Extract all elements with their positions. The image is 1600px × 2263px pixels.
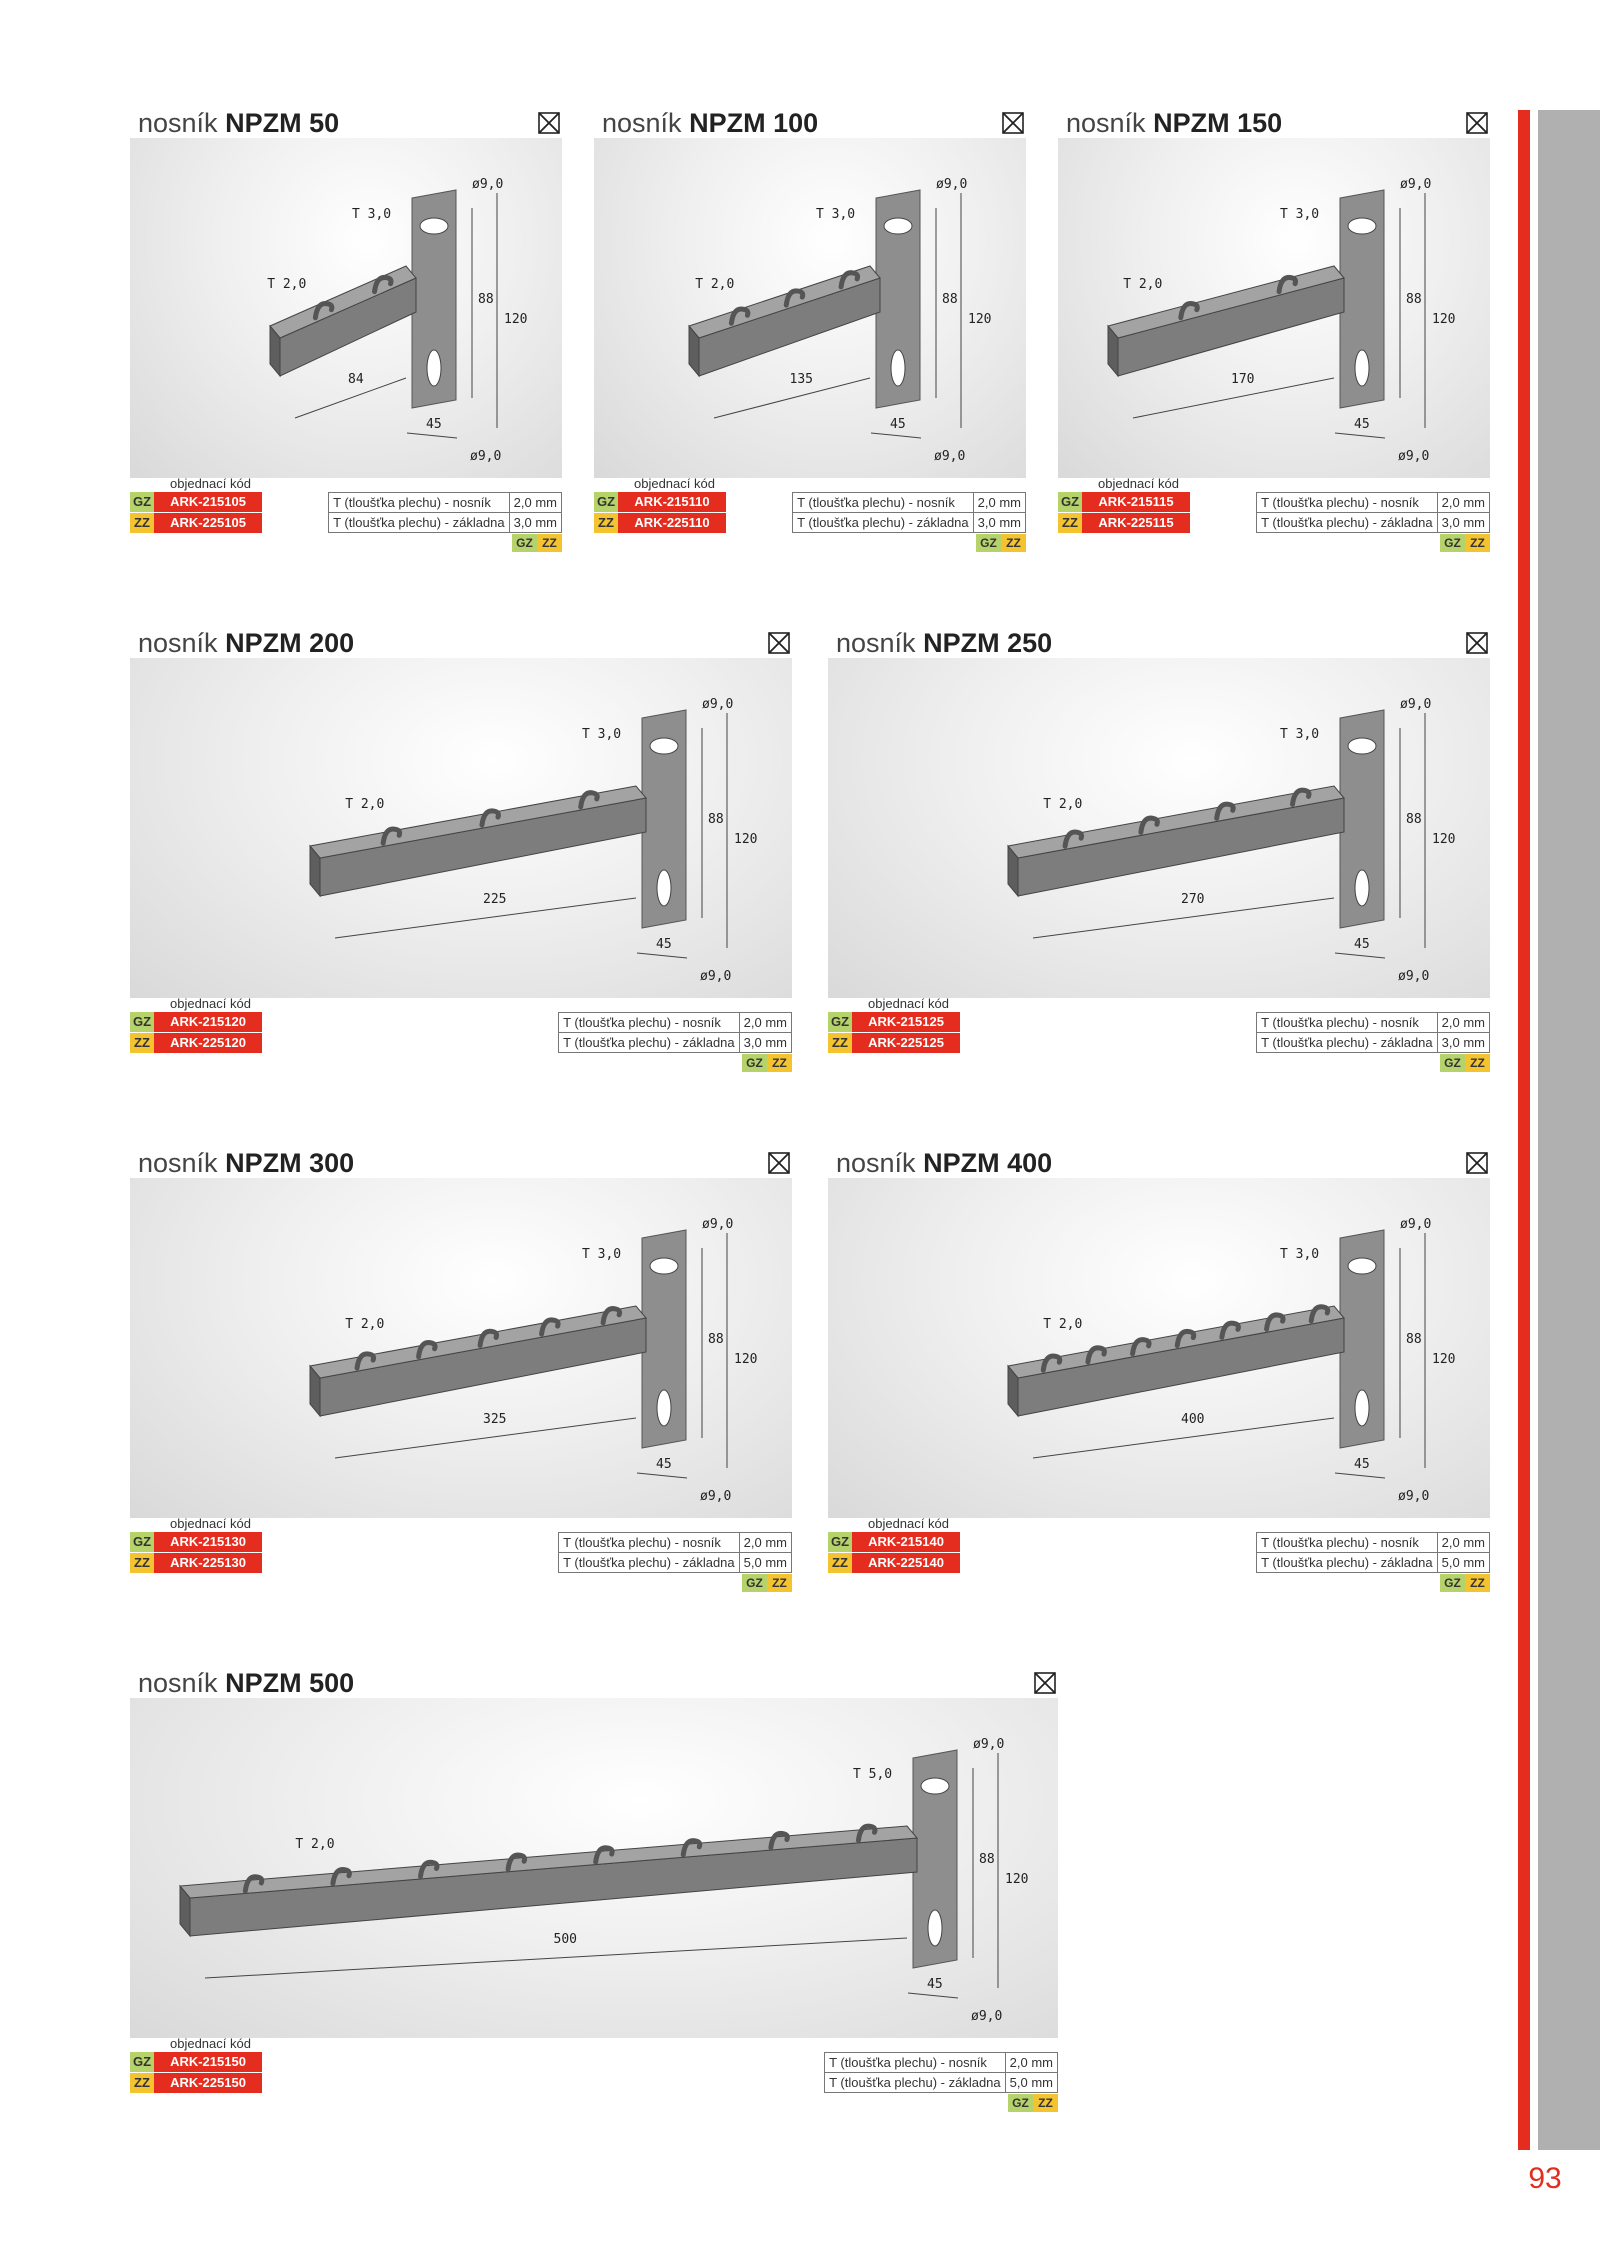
zz-code: ARK-225150 xyxy=(154,2073,262,2093)
dimension-length: 500 xyxy=(553,1932,577,1947)
dimension-t_beam: T 2,0 xyxy=(1123,277,1163,292)
title-prefix: nosník xyxy=(836,1148,916,1178)
product-npzm-0 xyxy=(130,108,562,563)
order-code-label: objednací kód xyxy=(170,1516,251,1531)
dimension-hole: ø9,0 xyxy=(702,1217,734,1232)
product-npzm-4 xyxy=(828,628,1490,1083)
dimension-hole: ø9,0 xyxy=(1400,177,1432,192)
dimension-length: 325 xyxy=(483,1412,507,1427)
table-row xyxy=(1257,1033,1490,1053)
gz-tag: GZ xyxy=(1058,492,1082,512)
zz-badge: ZZ xyxy=(1001,534,1026,552)
product-npzm-2 xyxy=(1058,108,1490,563)
base-thickness-value: 3,0 mm xyxy=(509,513,561,533)
thickness-table xyxy=(792,492,1026,533)
gz-badge: GZ xyxy=(742,1574,767,1592)
beam-thickness-label: T (tloušťka plechu) - nosník xyxy=(559,1533,740,1553)
not-crossable-icon xyxy=(766,630,792,656)
product-drawing xyxy=(828,658,1490,998)
zz-badge: ZZ xyxy=(1465,1054,1490,1072)
gz-code-row xyxy=(130,1012,262,1032)
zz-code: ARK-225140 xyxy=(852,1553,960,1573)
dimension-t_beam: T 2,0 xyxy=(345,1317,385,1332)
finish-badges xyxy=(512,534,562,552)
gz-tag: GZ xyxy=(828,1012,852,1032)
gz-code: ARK-215150 xyxy=(154,2052,262,2072)
not-crossable-icon xyxy=(536,110,562,136)
order-code-label: objednací kód xyxy=(868,996,949,1011)
product-title xyxy=(828,1148,1060,1178)
base-thickness-value: 3,0 mm xyxy=(739,1033,791,1053)
table-row xyxy=(1257,1533,1490,1553)
product-drawing xyxy=(1058,138,1490,478)
gz-code-row xyxy=(828,1012,960,1032)
zz-code-row xyxy=(594,513,726,533)
sidebar-gray-bar xyxy=(1538,110,1600,2150)
thickness-table xyxy=(328,492,562,533)
lower-slot xyxy=(657,870,671,906)
zz-code-row xyxy=(130,2073,262,2093)
product-title xyxy=(130,1148,362,1178)
thickness-table xyxy=(558,1532,792,1573)
table-row xyxy=(1257,1553,1490,1573)
order-code-label: objednací kód xyxy=(868,1516,949,1531)
dimension-h2: 120 xyxy=(1432,312,1456,327)
dimension-t_beam: T 2,0 xyxy=(695,277,735,292)
gz-badge: GZ xyxy=(1008,2094,1033,2112)
dim-line-45 xyxy=(637,1473,687,1478)
dimension-hole2: ø9,0 xyxy=(971,2009,1003,2024)
product-npzm-1 xyxy=(594,108,1026,563)
dimension-h1: 88 xyxy=(1406,1332,1422,1347)
zz-tag: ZZ xyxy=(130,2073,154,2093)
base-thickness-label: T (tloušťka plechu) - základna xyxy=(1257,1553,1438,1573)
gz-code: ARK-215115 xyxy=(1082,492,1190,512)
product-drawing xyxy=(130,1178,792,1518)
dimension-hole: ø9,0 xyxy=(472,177,504,192)
zz-badge: ZZ xyxy=(537,534,562,552)
title-prefix: nosník xyxy=(1066,108,1146,138)
dimension-w: 45 xyxy=(927,1977,943,1992)
beam-thickness-label: T (tloušťka plechu) - nosník xyxy=(1257,493,1438,513)
model-name: NPZM 400 xyxy=(923,1148,1053,1178)
finish-badges xyxy=(1008,2094,1058,2112)
dimension-t_beam: T 2,0 xyxy=(267,277,307,292)
title-prefix: nosník xyxy=(602,108,682,138)
beam-thickness-value: 2,0 mm xyxy=(739,1013,791,1033)
base-thickness-value: 5,0 mm xyxy=(1437,1553,1489,1573)
model-name: NPZM 500 xyxy=(225,1668,355,1698)
dimension-hole: ø9,0 xyxy=(973,1737,1005,1752)
dimension-length: 400 xyxy=(1181,1412,1205,1427)
product-npzm-5 xyxy=(130,1148,792,1603)
gz-badge: GZ xyxy=(976,534,1001,552)
product-drawing xyxy=(130,1698,1058,2038)
product-drawing xyxy=(594,138,1026,478)
not-crossable-icon xyxy=(1464,110,1490,136)
upper-hole xyxy=(921,1778,949,1794)
model-name: NPZM 100 xyxy=(689,108,819,138)
dimension-hole2: ø9,0 xyxy=(700,969,732,984)
gz-badge: GZ xyxy=(742,1054,767,1072)
base-thickness-value: 3,0 mm xyxy=(1437,513,1489,533)
beam-thickness-value: 2,0 mm xyxy=(1005,2053,1057,2073)
dimension-t_base: T 3,0 xyxy=(1280,207,1320,222)
table-row xyxy=(559,1553,792,1573)
gz-code: ARK-215105 xyxy=(154,492,262,512)
dim-line-45 xyxy=(908,1993,958,1998)
zz-badge: ZZ xyxy=(767,1054,792,1072)
dimension-h2: 120 xyxy=(734,832,758,847)
thickness-table xyxy=(558,1012,792,1053)
upper-hole xyxy=(420,218,448,234)
gz-tag: GZ xyxy=(130,2052,154,2072)
title-prefix: nosník xyxy=(138,1668,218,1698)
model-name: NPZM 300 xyxy=(225,1148,355,1178)
dimension-hole2: ø9,0 xyxy=(470,449,502,464)
base-thickness-label: T (tloušťka plechu) - základna xyxy=(1257,513,1438,533)
upper-hole xyxy=(1348,738,1376,754)
dimension-hole: ø9,0 xyxy=(1400,1217,1432,1232)
model-name: NPZM 50 xyxy=(225,108,340,138)
dimension-t_base: T 3,0 xyxy=(352,207,392,222)
thickness-table xyxy=(1256,1532,1490,1573)
model-name: NPZM 250 xyxy=(923,628,1053,658)
dimension-hole2: ø9,0 xyxy=(1398,1489,1430,1504)
page-number: 93 xyxy=(1528,2162,1562,2195)
beam-thickness-label: T (tloušťka plechu) - nosník xyxy=(329,493,510,513)
order-code-label: objednací kód xyxy=(170,996,251,1011)
lower-slot xyxy=(891,350,905,386)
gz-tag: GZ xyxy=(594,492,618,512)
product-title xyxy=(1058,108,1290,138)
dimension-hole2: ø9,0 xyxy=(934,449,966,464)
dimension-w: 45 xyxy=(656,937,672,952)
base-thickness-label: T (tloušťka plechu) - základna xyxy=(1257,1033,1438,1053)
dimension-length: 84 xyxy=(348,372,364,387)
zz-tag: ZZ xyxy=(1058,513,1082,533)
title-prefix: nosník xyxy=(138,1148,218,1178)
thickness-table xyxy=(824,2052,1058,2093)
lower-slot xyxy=(1355,870,1369,906)
dimension-h2: 120 xyxy=(1005,1872,1029,1887)
product-drawing xyxy=(828,1178,1490,1518)
gz-badge: GZ xyxy=(512,534,537,552)
gz-code-row xyxy=(130,1532,262,1552)
not-crossable-icon xyxy=(766,1150,792,1176)
zz-code: ARK-225105 xyxy=(154,513,262,533)
gz-code: ARK-215120 xyxy=(154,1012,262,1032)
gz-code: ARK-215125 xyxy=(852,1012,960,1032)
table-row xyxy=(793,513,1026,533)
gz-code-row xyxy=(1058,492,1190,512)
dimension-h1: 88 xyxy=(708,812,724,827)
dimension-length: 225 xyxy=(483,892,507,907)
gz-code-row xyxy=(594,492,726,512)
gz-code: ARK-215130 xyxy=(154,1532,262,1552)
zz-code: ARK-225130 xyxy=(154,1553,262,1573)
not-crossable-icon xyxy=(1000,110,1026,136)
dimension-h1: 88 xyxy=(942,292,958,307)
dimension-length: 135 xyxy=(789,372,813,387)
zz-code: ARK-225120 xyxy=(154,1033,262,1053)
not-crossable-icon xyxy=(1464,630,1490,656)
dimension-t_beam: T 2,0 xyxy=(1043,797,1083,812)
dimension-w: 45 xyxy=(1354,1457,1370,1472)
table-row xyxy=(559,1013,792,1033)
dimension-h1: 88 xyxy=(478,292,494,307)
dim-line-45 xyxy=(1335,953,1385,958)
upper-hole xyxy=(1348,218,1376,234)
dimension-t_base: T 3,0 xyxy=(582,1247,622,1262)
dimension-h2: 120 xyxy=(968,312,992,327)
not-crossable-icon xyxy=(1032,1670,1058,1696)
product-title xyxy=(594,108,826,138)
gz-code-row xyxy=(130,492,262,512)
order-code-label: objednací kód xyxy=(634,476,715,491)
base-thickness-label: T (tloušťka plechu) - základna xyxy=(559,1553,740,1573)
upper-hole xyxy=(884,218,912,234)
dimension-t_beam: T 2,0 xyxy=(1043,1317,1083,1332)
dimension-w: 45 xyxy=(1354,937,1370,952)
zz-code-row xyxy=(130,513,262,533)
dimension-w: 45 xyxy=(890,417,906,432)
base-thickness-value: 5,0 mm xyxy=(1005,2073,1057,2093)
dimension-t_base: T 3,0 xyxy=(816,207,856,222)
lower-slot xyxy=(928,1910,942,1946)
upper-hole xyxy=(650,1258,678,1274)
zz-badge: ZZ xyxy=(1465,534,1490,552)
dimension-h2: 120 xyxy=(1432,1352,1456,1367)
gz-tag: GZ xyxy=(130,492,154,512)
dimension-hole: ø9,0 xyxy=(1400,697,1432,712)
lower-slot xyxy=(657,1390,671,1426)
gz-code-row xyxy=(828,1532,960,1552)
table-row xyxy=(825,2073,1058,2093)
table-row xyxy=(329,513,562,533)
gz-tag: GZ xyxy=(130,1532,154,1552)
zz-code-row xyxy=(828,1033,960,1053)
gz-badge: GZ xyxy=(1440,1054,1465,1072)
dimension-h1: 88 xyxy=(1406,812,1422,827)
zz-code: ARK-225115 xyxy=(1082,513,1190,533)
zz-tag: ZZ xyxy=(130,1033,154,1053)
zz-code: ARK-225125 xyxy=(852,1033,960,1053)
zz-code-row xyxy=(1058,513,1190,533)
product-drawing xyxy=(130,138,562,478)
dim-line-45 xyxy=(637,953,687,958)
dimension-h1: 88 xyxy=(708,1332,724,1347)
beam-thickness-value: 2,0 mm xyxy=(739,1533,791,1553)
dimension-t_base: T 3,0 xyxy=(1280,1247,1320,1262)
zz-badge: ZZ xyxy=(767,1574,792,1592)
zz-code-row xyxy=(828,1553,960,1573)
dim-line-45 xyxy=(1335,1473,1385,1478)
finish-badges xyxy=(742,1054,792,1072)
model-name: NPZM 200 xyxy=(225,628,355,658)
sidebar-accent-bar xyxy=(1518,110,1530,2150)
lower-slot xyxy=(1355,350,1369,386)
table-row xyxy=(1257,1013,1490,1033)
dimension-h2: 120 xyxy=(504,312,528,327)
base-thickness-label: T (tloušťka plechu) - základna xyxy=(825,2073,1006,2093)
dimension-w: 45 xyxy=(426,417,442,432)
zz-tag: ZZ xyxy=(130,513,154,533)
order-code-label: objednací kód xyxy=(170,476,251,491)
dimension-length: 170 xyxy=(1231,372,1255,387)
dim-line-45 xyxy=(871,433,921,438)
order-code-label: objednací kód xyxy=(1098,476,1179,491)
dimension-h2: 120 xyxy=(1432,832,1456,847)
beam-thickness-value: 2,0 mm xyxy=(509,493,561,513)
table-row xyxy=(559,1033,792,1053)
dimension-length: 270 xyxy=(1181,892,1205,907)
gz-tag: GZ xyxy=(130,1012,154,1032)
base-thickness-value: 3,0 mm xyxy=(1437,1033,1489,1053)
dimension-h1: 88 xyxy=(979,1852,995,1867)
table-row xyxy=(1257,513,1490,533)
finish-badges xyxy=(742,1574,792,1592)
table-row xyxy=(559,1533,792,1553)
thickness-table xyxy=(1256,492,1490,533)
zz-badge: ZZ xyxy=(1465,1574,1490,1592)
zz-tag: ZZ xyxy=(828,1553,852,1573)
upper-hole xyxy=(1348,1258,1376,1274)
product-title xyxy=(130,628,362,658)
upper-hole xyxy=(650,738,678,754)
gz-code: ARK-215140 xyxy=(852,1532,960,1552)
dimension-hole: ø9,0 xyxy=(702,697,734,712)
beam-thickness-label: T (tloušťka plechu) - nosník xyxy=(559,1013,740,1033)
dimension-h1: 88 xyxy=(1406,292,1422,307)
product-title xyxy=(130,1668,362,1698)
product-title xyxy=(130,108,347,138)
dimension-t_base: T 3,0 xyxy=(1280,727,1320,742)
beam-thickness-value: 2,0 mm xyxy=(1437,493,1489,513)
zz-tag: ZZ xyxy=(594,513,618,533)
beam-thickness-label: T (tloušťka plechu) - nosník xyxy=(825,2053,1006,2073)
dimension-hole2: ø9,0 xyxy=(1398,449,1430,464)
product-npzm-7 xyxy=(130,1668,1058,2123)
dimension-t_beam: T 2,0 xyxy=(295,1837,335,1852)
dimension-hole: ø9,0 xyxy=(936,177,968,192)
gz-code: ARK-215110 xyxy=(618,492,726,512)
zz-tag: ZZ xyxy=(130,1553,154,1573)
dim-line-45 xyxy=(1335,433,1385,438)
table-row xyxy=(793,493,1026,513)
product-npzm-6 xyxy=(828,1148,1490,1603)
dimension-w: 45 xyxy=(1354,417,1370,432)
dim-line-45 xyxy=(407,433,457,438)
lower-slot xyxy=(427,350,441,386)
table-row xyxy=(329,493,562,513)
dimension-hole2: ø9,0 xyxy=(700,1489,732,1504)
product-title xyxy=(828,628,1060,658)
base-thickness-value: 5,0 mm xyxy=(739,1553,791,1573)
gz-badge: GZ xyxy=(1440,534,1465,552)
table-row xyxy=(825,2053,1058,2073)
zz-code-row xyxy=(130,1033,262,1053)
finish-badges xyxy=(1440,1054,1490,1072)
table-row xyxy=(1257,493,1490,513)
beam-thickness-value: 2,0 mm xyxy=(1437,1013,1489,1033)
thickness-table xyxy=(1256,1012,1490,1053)
product-drawing xyxy=(130,658,792,998)
zz-code-row xyxy=(130,1553,262,1573)
gz-code-row xyxy=(130,2052,262,2072)
dimension-w: 45 xyxy=(656,1457,672,1472)
zz-code: ARK-225110 xyxy=(618,513,726,533)
order-code-label: objednací kód xyxy=(170,2036,251,2051)
dimension-t_base: T 5,0 xyxy=(853,1767,893,1782)
finish-badges xyxy=(976,534,1026,552)
finish-badges xyxy=(1440,1574,1490,1592)
base-thickness-label: T (tloušťka plechu) - základna xyxy=(559,1033,740,1053)
lower-slot xyxy=(1355,1390,1369,1426)
not-crossable-icon xyxy=(1464,1150,1490,1176)
dimension-hole2: ø9,0 xyxy=(1398,969,1430,984)
finish-badges xyxy=(1440,534,1490,552)
gz-tag: GZ xyxy=(828,1532,852,1552)
dimension-t_beam: T 2,0 xyxy=(345,797,385,812)
title-prefix: nosník xyxy=(138,108,218,138)
base-thickness-label: T (tloušťka plechu) - základna xyxy=(793,513,974,533)
gz-badge: GZ xyxy=(1440,1574,1465,1592)
product-npzm-3 xyxy=(130,628,792,1083)
beam-thickness-label: T (tloušťka plechu) - nosník xyxy=(1257,1013,1438,1033)
zz-tag: ZZ xyxy=(828,1033,852,1053)
dimension-h2: 120 xyxy=(734,1352,758,1367)
model-name: NPZM 150 xyxy=(1153,108,1283,138)
base-thickness-value: 3,0 mm xyxy=(973,513,1025,533)
beam-thickness-value: 2,0 mm xyxy=(973,493,1025,513)
beam-thickness-label: T (tloušťka plechu) - nosník xyxy=(1257,1533,1438,1553)
dimension-t_base: T 3,0 xyxy=(582,727,622,742)
base-thickness-label: T (tloušťka plechu) - základna xyxy=(329,513,510,533)
zz-badge: ZZ xyxy=(1033,2094,1058,2112)
title-prefix: nosník xyxy=(836,628,916,658)
title-prefix: nosník xyxy=(138,628,218,658)
beam-thickness-label: T (tloušťka plechu) - nosník xyxy=(793,493,974,513)
beam-thickness-value: 2,0 mm xyxy=(1437,1533,1489,1553)
